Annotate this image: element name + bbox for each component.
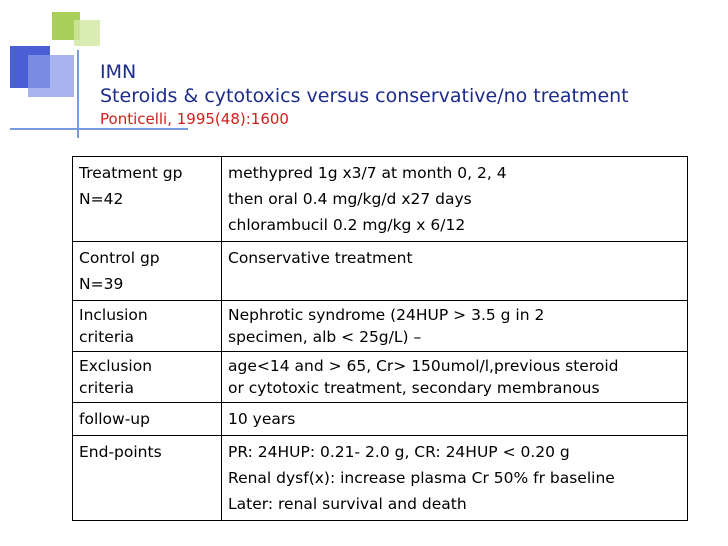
row-content-line: Later: renal survival and death	[228, 495, 467, 513]
row-content-line: specimen, alb < 25g/L) –	[228, 328, 422, 346]
row-label	[73, 242, 222, 301]
decor-square-light-blue	[28, 55, 74, 97]
table-row	[73, 157, 688, 242]
row-content-line: Conservative treatment	[228, 249, 413, 267]
citation: Ponticelli, 1995(48):1600	[100, 110, 289, 128]
row-label-line: Control gp	[79, 249, 160, 267]
row-content-line: methypred 1g x3/7 at month 0, 2, 4	[228, 164, 507, 182]
row-content-line: age<14 and > 65, Cr> 150umol/l,previous steroid	[228, 357, 619, 375]
row-label-line: N=42	[79, 190, 124, 208]
row-label-line: End-points	[79, 443, 162, 461]
row-content	[222, 157, 688, 242]
table-row	[73, 352, 688, 403]
row-label-line: criteria	[79, 328, 134, 346]
row-content-line: Renal dysf(x): increase plasma Cr 50% fr baseline	[228, 469, 615, 487]
study-table	[72, 156, 688, 521]
row-content	[222, 301, 688, 352]
row-label-line: Inclusion	[79, 306, 148, 324]
table-row	[73, 403, 688, 436]
decor-vertical-line	[77, 50, 79, 138]
row-content-line: PR: 24HUP: 0.21- 2.0 g, CR: 24HUP < 0.20 g	[228, 443, 570, 461]
row-label	[73, 157, 222, 242]
row-label-line: Treatment gp	[79, 164, 183, 182]
row-content-line: then oral 0.4 mg/kg/d x27 days	[228, 190, 472, 208]
row-label-line: N=39	[79, 275, 124, 293]
row-content	[222, 436, 688, 521]
table-row	[73, 301, 688, 352]
row-content	[222, 352, 688, 403]
row-label-line: follow-up	[79, 410, 150, 428]
row-label-line: criteria	[79, 379, 134, 397]
row-content-line: or cytotoxic treatment, secondary membranous	[228, 379, 600, 397]
row-content	[222, 242, 688, 301]
title-line-1: IMN	[100, 61, 137, 83]
row-label-line: Exclusion	[79, 357, 153, 375]
slide-title	[100, 60, 629, 130]
row-content-line: 10 years	[228, 410, 296, 428]
row-label	[73, 436, 222, 521]
table-row	[73, 436, 688, 521]
row-content-line: Nephrotic syndrome (24HUP > 3.5 g in 2	[228, 306, 545, 324]
row-label	[73, 403, 222, 436]
row-label	[73, 301, 222, 352]
decor-square-lime	[74, 20, 100, 46]
row-label	[73, 352, 222, 403]
row-content	[222, 403, 688, 436]
row-content-line: chlorambucil 0.2 mg/kg x 6/12	[228, 216, 466, 234]
title-line-2: Steroids & cytotoxics versus conservative/no treatment	[100, 85, 629, 107]
table-row	[73, 242, 688, 301]
